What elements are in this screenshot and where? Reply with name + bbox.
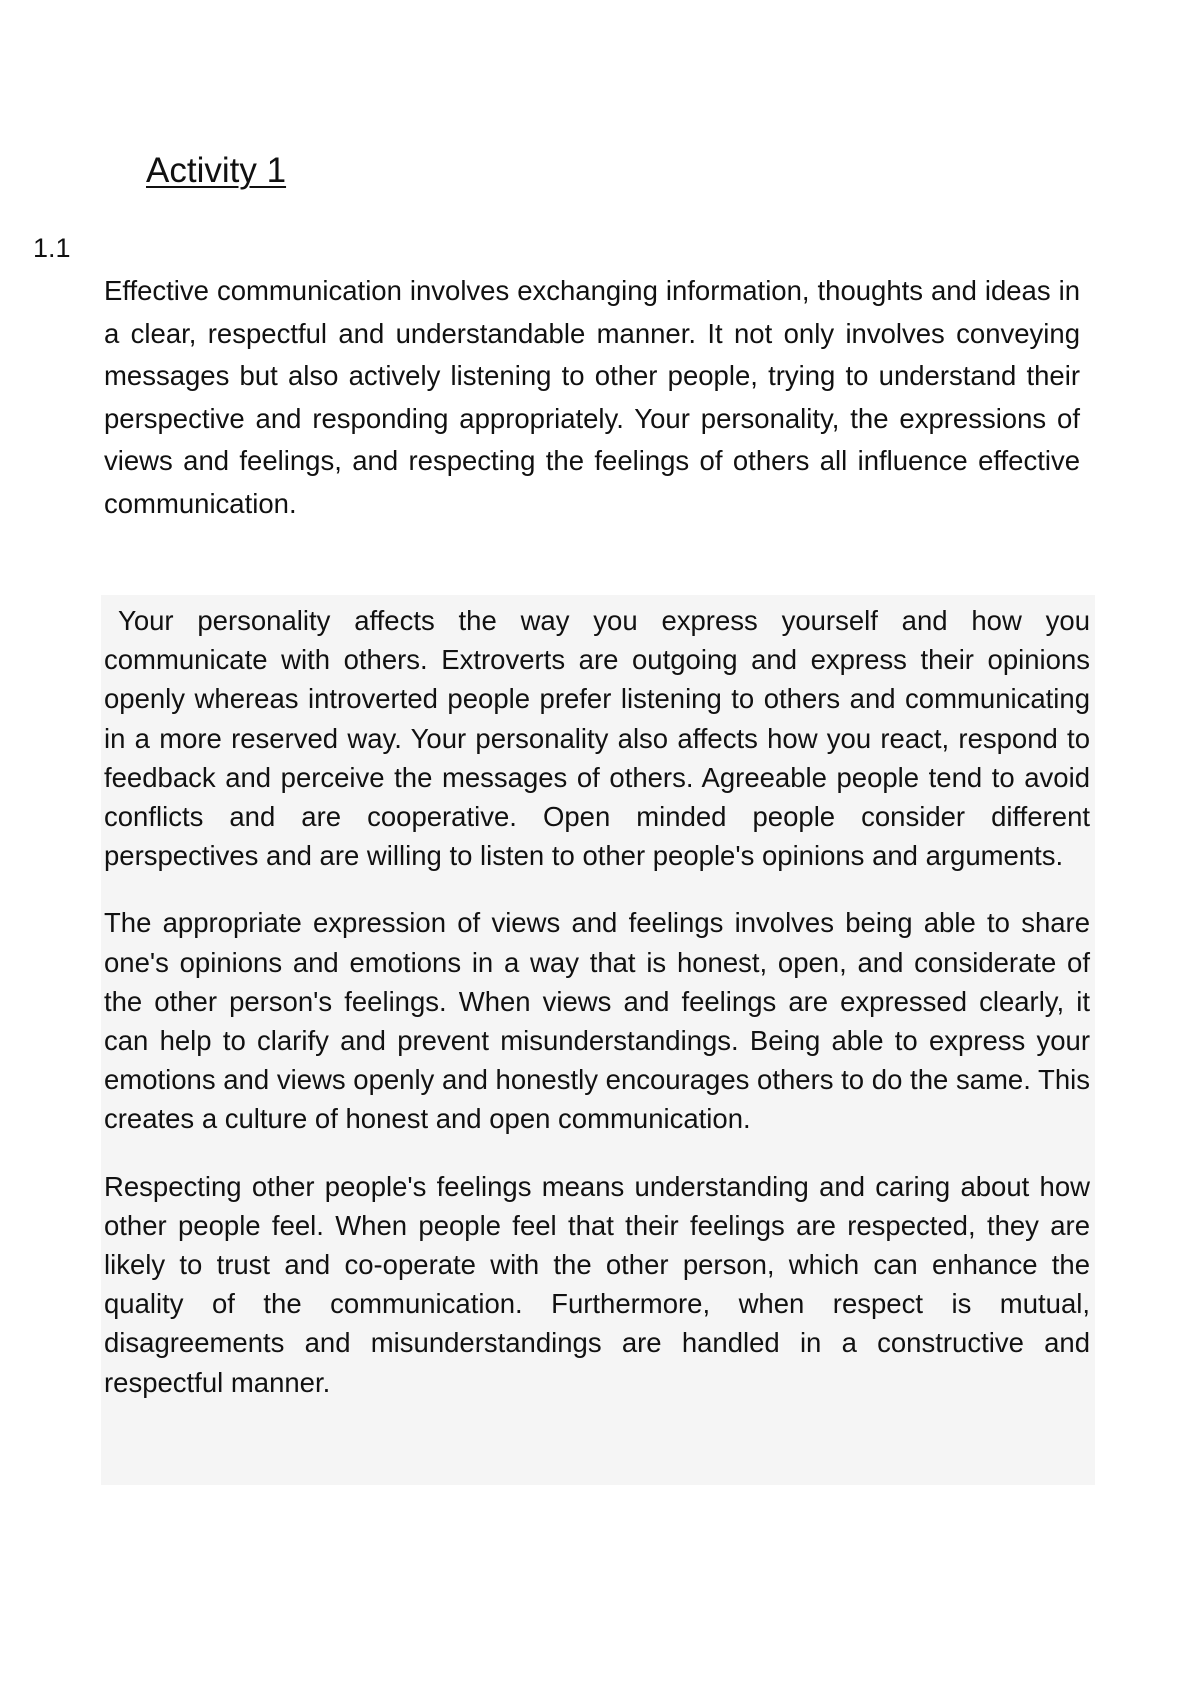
activity-title: Activity 1 <box>146 151 287 190</box>
shaded-text-block <box>101 595 1095 1485</box>
intro-paragraph: Effective communication involves exchanging information, thoughts and ideas in a clear, respectful and understandable manner. It not only involves conveying messages but also actively listening to other people, trying to understand their perspective and responding appropriately. Your personality, the expressions of views and feelings, and respecting the feelings of others all influence effective communication. <box>104 275 1080 519</box>
respect-paragraph: Respecting other people's feelings means understanding and caring about how other people feel. When people feel that their feelings are respected, they are likely to trust and co-operate with the other person, which can enhance the quality of the communication. Furthermore, when respect is mutual, disagreements and misunderstandings are handled in a constructive and respectful manner. <box>104 1170 1090 1398</box>
expression-paragraph: The appropriate expression of views and feelings involves being able to share one's opinions and emotions in a way that is honest, open, and considerate of the other person's feelings. When views and feelings are expressed clearly, it can help to clarify and prevent misunderstandings. Being able to express your emotions and views openly and honestly encourages others to do the same. This creates a culture of honest and open communication. <box>104 907 1090 1135</box>
personality-paragraph: Your personality affects the way you express yourself and how you communicate with others. Extroverts are outgoing and express their opinions openly whereas introverted people prefer listening to others and communicating in a more reserved way. Your personality also affects how you react, respond to feedback and perceive the messages of others. Agreeable people tend to avoid conflicts and are cooperative. Open minded people consider different perspectives and are willing to listen to other people's opinions and arguments. <box>104 605 1090 872</box>
section-number: 1.1 <box>33 233 71 263</box>
